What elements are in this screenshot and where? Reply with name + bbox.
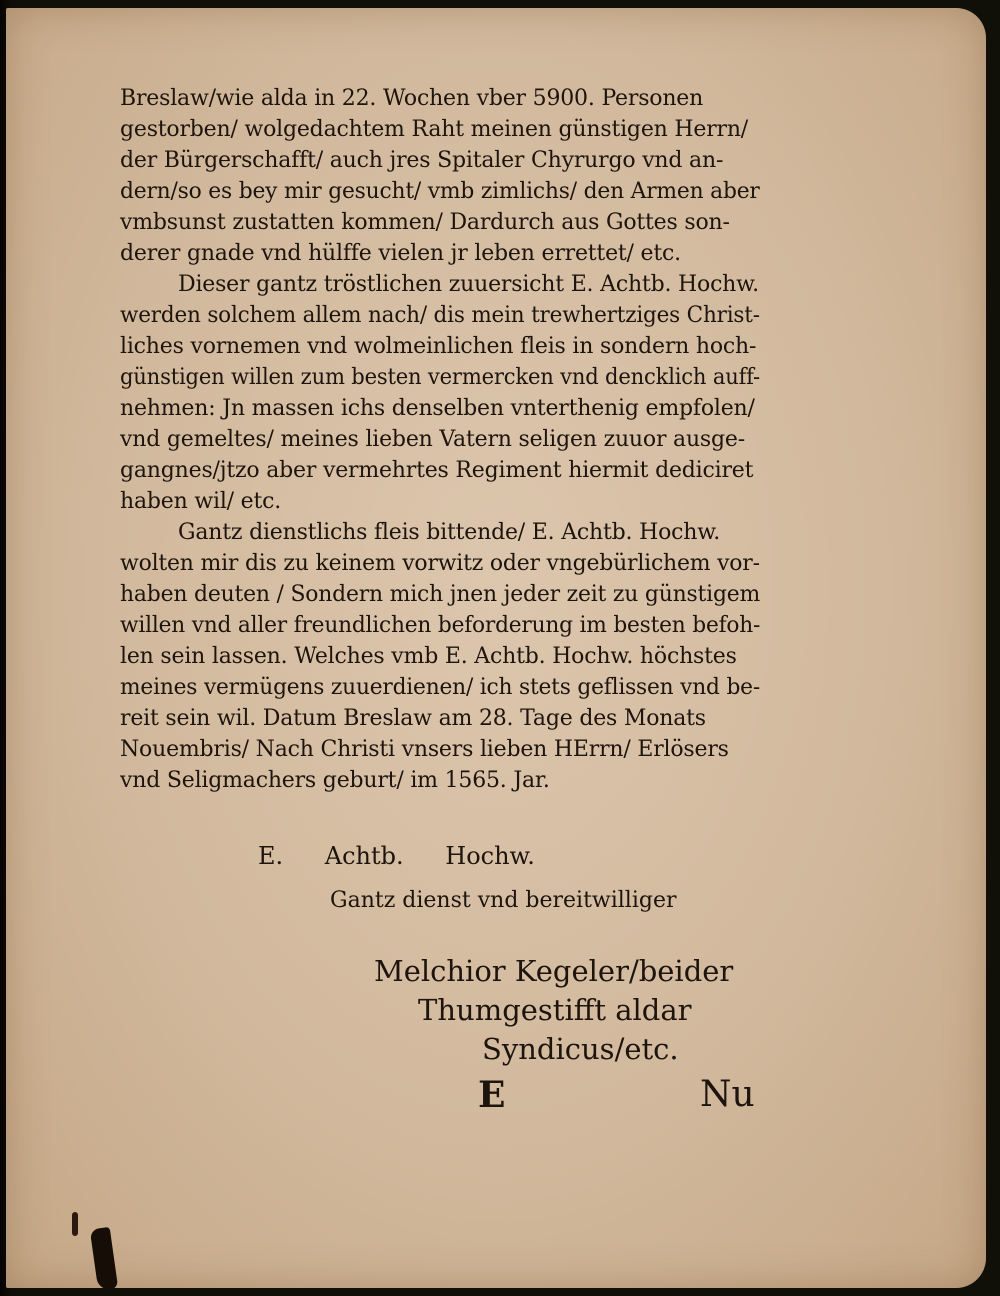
text-line: nehmen: Jn massen ichs denselben vnterthenig empfolen/ xyxy=(120,396,755,421)
text-line: haben wil/ etc. xyxy=(120,489,282,514)
text-line: derer gnade vnd hülffe vielen jr leben errettet/ etc. xyxy=(120,241,681,266)
text-line: gestorben/ wolgedachtem Raht meinen günstigen Herrn/ xyxy=(120,117,749,142)
text-line: günstigen willen zum besten vermercken vnd dencklich auff- xyxy=(120,365,760,390)
salutation: E. Achtb. Hochw. xyxy=(258,842,535,870)
text-line: haben deuten / Sondern mich jnen jeder zeit zu günstigem xyxy=(120,582,761,607)
text-line: wolten mir dis zu keinem vorwitz oder vngebürlichem vor- xyxy=(120,551,760,576)
subscription: Gantz dienst vnd bereitwilliger xyxy=(330,888,677,913)
paragraph-start-line: Dieser gantz tröstlichen zuuersicht E. Achtb. Hochw. xyxy=(178,272,759,297)
text-line: meines vermügens zuuerdienen/ ich stets geflissen vnd be- xyxy=(120,675,760,700)
text-line: willen vnd aller freundlichen beforderung im besten befoh- xyxy=(120,613,761,638)
text-line: Nouembris/ Nach Christi vnsers lieben HErrn/ Erlösers xyxy=(120,737,729,762)
paragraph-start-line: Gantz dienstlichs fleis bittende/ E. Achtb. Hochw. xyxy=(178,520,721,545)
catchword: Nu xyxy=(700,1074,755,1115)
text-line: dern/so es bey mir gesucht/ vmb zimlichs/ den Armen aber xyxy=(120,179,760,204)
signature-title: Syndicus/etc. xyxy=(482,1032,679,1066)
ink-spot xyxy=(72,1212,78,1236)
text-line: liches vornemen vnd wolmeinlichen fleis in sondern hoch- xyxy=(120,334,757,359)
text-line: reit sein wil. Datum Breslaw am 28. Tage des Monats xyxy=(120,706,706,731)
text-line: vmbsunst zustatten kommen/ Dardurch aus Gottes son- xyxy=(120,210,730,235)
text-line: werden solchem allem nach/ dis mein trewhertziges Christ- xyxy=(120,303,760,328)
text-line: vnd Seligmachers geburt/ im 1565. Jar. xyxy=(120,768,550,793)
text-line: gangnes/jtzo aber vermehrtes Regiment hiermit dediciret xyxy=(120,458,754,483)
signature-mark: E xyxy=(478,1074,506,1116)
text-line: vnd gemeltes/ meines lieben Vatern seligen zuuor ausge- xyxy=(120,427,745,452)
text-line: der Bürgerschafft/ auch jres Spitaler Chyrurgo vnd an- xyxy=(120,148,724,173)
signature-office: Thumgestifft aldar xyxy=(418,993,692,1027)
signature-name: Melchior Kegeler/beider xyxy=(374,954,734,988)
text-line: Breslaw/wie alda in 22. Wochen vber 5900. Personen xyxy=(120,86,704,111)
text-line: len sein lassen. Welches vmb E. Achtb. Hochw. höchstes xyxy=(120,644,737,669)
